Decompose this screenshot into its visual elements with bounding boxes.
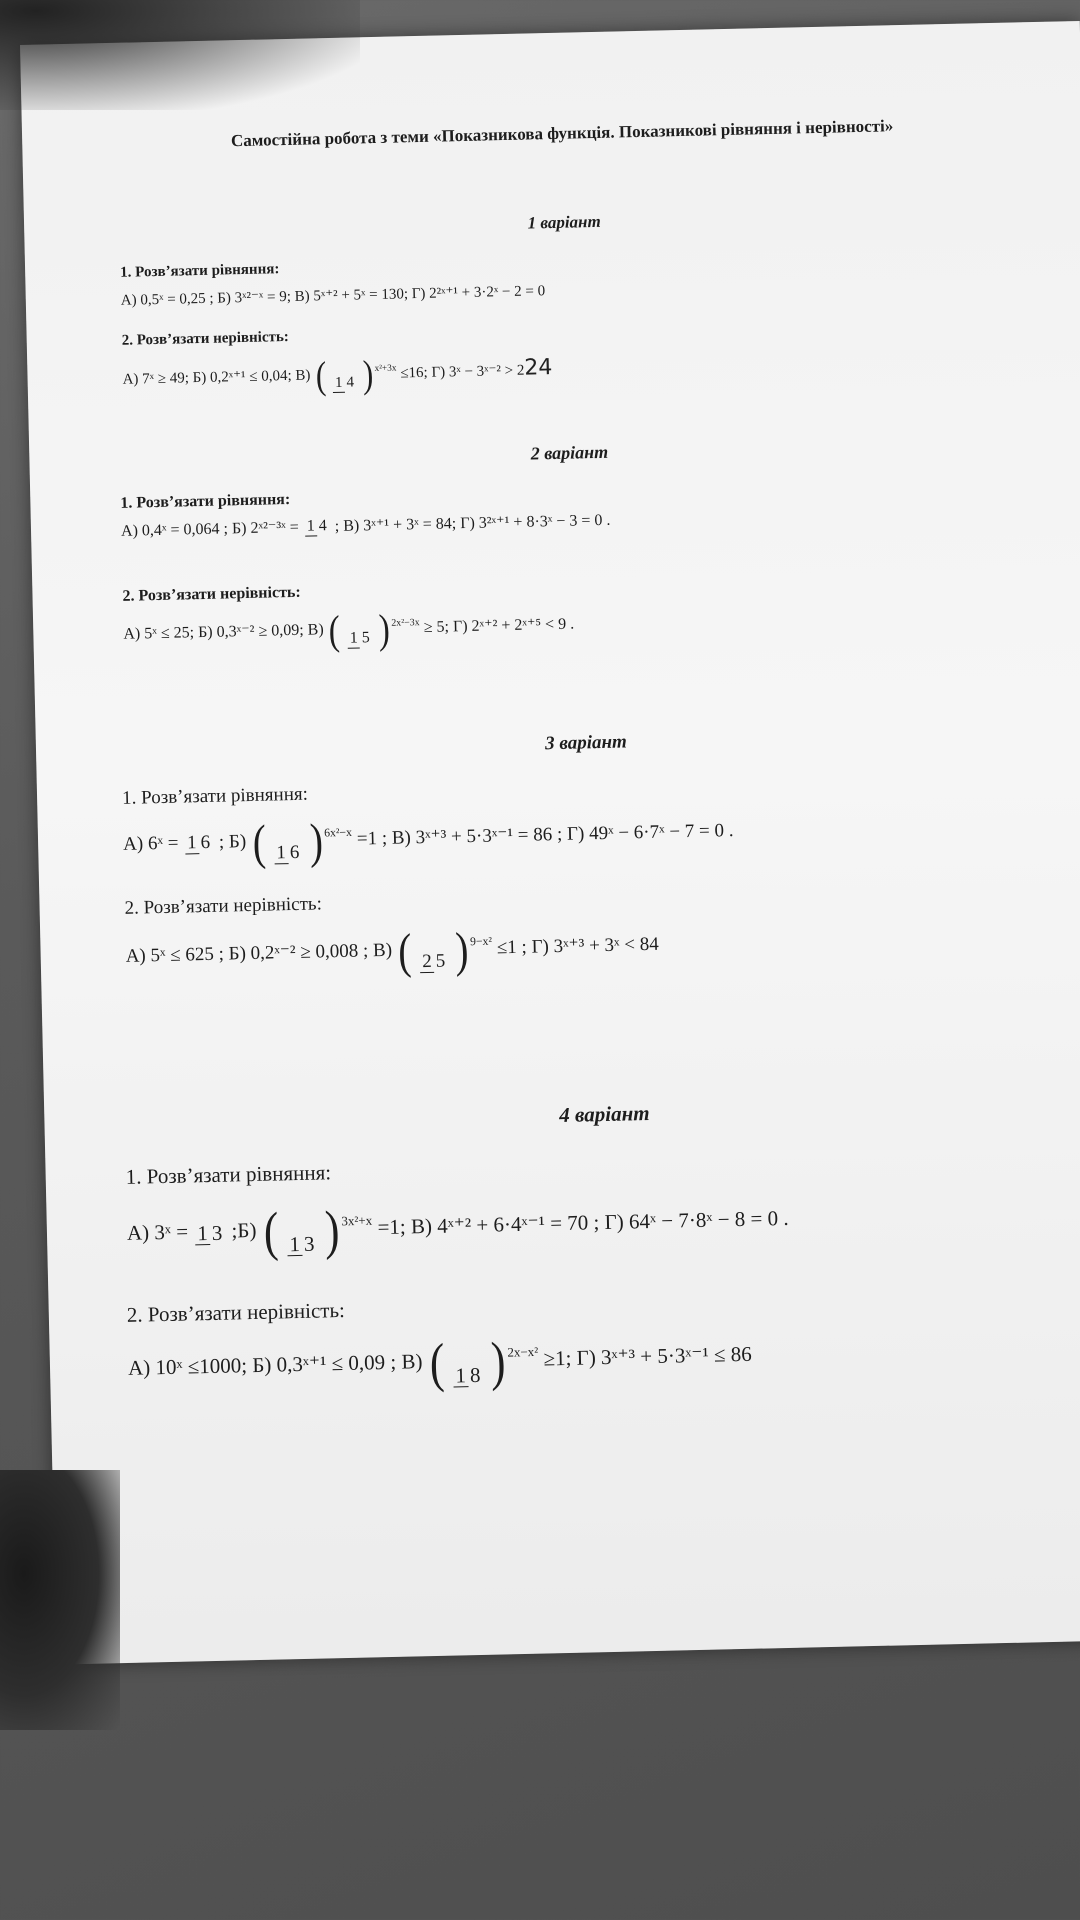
variant-4-task1-exponent: 3x²+x <box>341 1212 373 1229</box>
variant-1-task2-label: 2. Розв’язати нерівність: <box>121 328 289 349</box>
fraction-denominator: 5 <box>435 950 446 972</box>
variant-2-task2-inequalities <box>123 605 575 657</box>
fraction-denominator: 8 <box>469 1362 481 1387</box>
variant-1-task2-inequalities <box>122 351 553 400</box>
variant-3-task1-fraction-base: ( 1 6 ) <box>251 813 324 870</box>
variant-1-task1-label: 1. Розв’язати рівняння: <box>120 261 280 281</box>
fraction-numerator: 1 <box>453 1364 468 1387</box>
variant-4-task1-label: 1. Розв’язати рівняння: <box>125 1160 332 1189</box>
handwritten-correction: 24 <box>524 354 553 381</box>
variant-3-task2-part-b: ≤1 ; Г) 3ˣ⁺³ + 3ˣ < 84 <box>496 933 659 959</box>
fraction-denominator: 5 <box>361 629 370 647</box>
variant-2-heading: 2 варіант <box>530 441 609 464</box>
fraction-numerator: 1 <box>185 833 199 854</box>
fraction-numerator: 2 <box>420 952 434 973</box>
variant-4-task2-exponent: 2x−x² <box>507 1343 539 1360</box>
variant-2-task2-label: 2. Розв’язати нерівність: <box>122 583 301 605</box>
variant-2-task2-part-a: А) 5ˣ ≤ 25; Б) 0,3ˣ⁻² ≥ 0,09; В) <box>123 621 324 644</box>
variant-2-task2-fraction-base: ( 1 5 ) <box>328 605 391 654</box>
worksheet-title: Самостійна робота з теми «Показникова функція. Показникові рівняння і нерівності» <box>230 116 894 151</box>
variant-4-task2-inequalities <box>127 1329 752 1398</box>
photo-shadow-top <box>0 0 360 110</box>
fraction-denominator: 4 <box>346 374 355 391</box>
fraction-numerator: 1 <box>305 519 317 537</box>
variant-3-task1-mid: ; Б) <box>218 831 247 853</box>
variant-2-task1-part-a: А) 0,4ˣ = 0,064 ; Б) 2ˣ²⁻³ˣ = <box>120 518 300 540</box>
variant-3-task2-fraction-base: ( 2 5 ) <box>397 922 470 979</box>
finger-shadow <box>0 1470 120 1730</box>
variant-2-task2-part-b: ≥ 5; Г) 2ˣ⁺² + 2ˣ⁺⁵ < 9 . <box>423 616 575 637</box>
fraction-denominator: 6 <box>289 842 300 864</box>
variant-2-task1-part-b: ; В) 3ˣ⁺¹ + 3ˣ = 84; Г) 3²ˣ⁺¹ + 8·3ˣ − 3 = 0 . <box>334 511 611 535</box>
variant-3-heading: 3 варіант <box>544 731 628 755</box>
paper-sheet <box>20 21 1080 1665</box>
fraction-denominator: 4 <box>318 517 327 535</box>
variant-2-task2-exponent: 2x²−3x <box>391 617 420 629</box>
variant-3-task1-exponent: 6x²−x <box>324 825 353 840</box>
fraction-numerator: 1 <box>195 1222 210 1245</box>
variant-1-task1-equations: А) 0,5ˣ = 0,25 ; Б) 3ˣ²⁻ˣ = 9; В) 5ˣ⁺² + 5ˣ = 130; Г) 2²ˣ⁺¹ + 3·2ˣ − 2 = 0 <box>120 283 546 309</box>
variant-4-task1-part-b: =1; В) 4ˣ⁺² + 6·4ˣ⁻¹ = 70 ; Г) 64ˣ − 7·8ˣ − 8 = 0 . <box>377 1205 789 1240</box>
variant-3-task2-inequalities <box>125 921 659 982</box>
variant-4-heading: 4 варіант <box>558 1100 650 1128</box>
fraction-denominator: 3 <box>303 1231 315 1256</box>
variant-4-task2-label: 2. Розв’язати нерівність: <box>126 1297 346 1327</box>
variant-3-task1-label: 1. Розв’язати рівняння: <box>121 783 309 809</box>
variant-4-task1-equations <box>126 1193 789 1263</box>
variant-4-task2-part-b: ≥1; Г) 3ˣ⁺³ + 5·3ˣ⁻¹ ≤ 86 <box>543 1341 753 1371</box>
variant-3-task1-part-a: А) 6ˣ = <box>122 832 179 855</box>
fraction-denominator: 6 <box>200 832 211 854</box>
variant-1-task2-exponent: x²+3x <box>374 363 397 375</box>
variant-1-task2-part-a: А) 7ˣ ≥ 49; Б) 0,2ˣ⁺¹ ≤ 0,04; В) <box>122 367 311 388</box>
variant-1-task2-part-b: ≤16; Г) 3ˣ − 3ˣ⁻² > 2 <box>400 362 525 382</box>
variant-4-task2-fraction-base: ( 1 8 ) <box>428 1330 507 1394</box>
variant-4-task1-part-a: А) 3ˣ = <box>126 1219 189 1245</box>
variant-4-task1-fraction-base: ( 1 3 ) <box>262 1199 341 1262</box>
fraction-numerator: 1 <box>274 843 288 864</box>
variant-3-task2-label: 2. Розв’язати нерівність: <box>124 893 323 919</box>
variant-3-task1-part-b: =1 ; В) 3ˣ⁺³ + 5·3ˣ⁻¹ = 86 ; Г) 49ˣ − 6·7ˣ − 7 = 0 . <box>356 820 734 850</box>
variant-3-task1-equations <box>123 807 734 870</box>
fraction-denominator: 3 <box>211 1220 223 1245</box>
variant-1-task2-fraction-base: ( 1 4 ) <box>314 353 374 398</box>
variant-2-task1-equations <box>121 510 611 541</box>
fraction-numerator: 1 <box>333 376 345 393</box>
variant-4-task1-mid: ;Б) <box>231 1218 257 1243</box>
worksheet-content <box>20 21 1080 1665</box>
fraction-numerator: 1 <box>348 631 360 649</box>
variant-4-task2-part-a: А) 10ˣ ≤1000; Б) 0,3ˣ⁺¹ ≤ 0,09 ; В) <box>127 1349 423 1380</box>
variant-1-heading: 1 варіант <box>527 211 601 233</box>
variant-3-task2-exponent: 9−x² <box>469 934 493 949</box>
variant-2-task1-label: 1. Розв’язати рівняння: <box>120 490 291 512</box>
variant-3-task2-part-a: А) 5ˣ ≤ 625 ; Б) 0,2ˣ⁻² ≥ 0,008 ; В) <box>125 939 393 967</box>
fraction-numerator: 1 <box>287 1233 302 1256</box>
